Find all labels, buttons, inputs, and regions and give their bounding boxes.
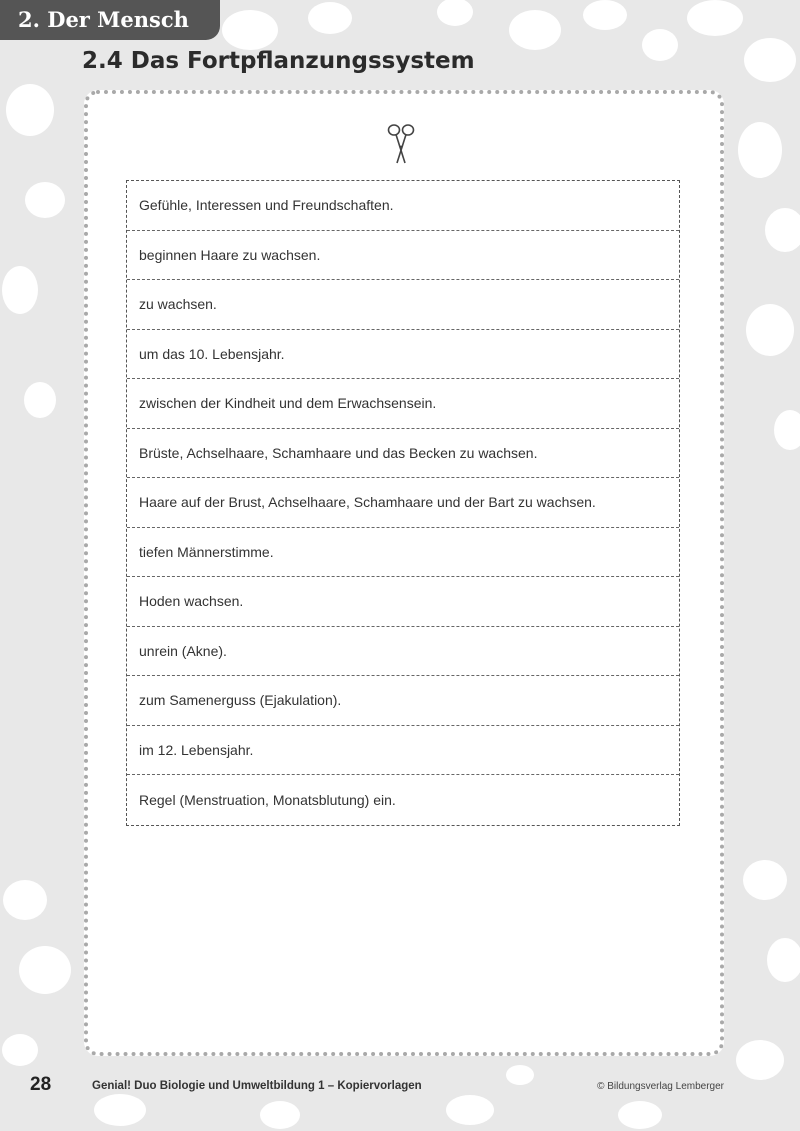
strip-item: Regel (Menstruation, Monatsblutung) ein. bbox=[139, 791, 396, 808]
strip-item: unrein (Akne). bbox=[127, 627, 679, 677]
strip-item: beginnen Haare zu wachsen. bbox=[127, 231, 679, 281]
strip-item: Haare auf der Brust, Achselhaare, Schamhaare und der Bart zu wachsen. bbox=[127, 478, 679, 528]
strip-item: um das 10. Lebensjahr. bbox=[127, 330, 679, 380]
strip-item: im 12. Lebensjahr. bbox=[127, 726, 679, 776]
book-title: Genial! Duo Biologie und Umweltbildung 1 – Kopiervorlagen bbox=[92, 1080, 422, 1092]
strip-item: Hoden wachsen. bbox=[127, 577, 679, 627]
scissors-icon bbox=[386, 123, 416, 165]
strip-item: Brüste, Achselhaare, Schamhaare und das Becken zu wachsen. bbox=[127, 429, 679, 479]
strip-item: zwischen der Kindheit und dem Erwachsensein. bbox=[127, 379, 679, 429]
strip-item: zum Samenerguss (Ejakulation). bbox=[127, 676, 679, 726]
strip-item: Gefühle, Interessen und Freundschaften. bbox=[127, 181, 679, 231]
strip-item: zu wachsen. bbox=[127, 280, 679, 330]
chapter-tab: 2. Der Mensch bbox=[0, 0, 220, 40]
section-title: 2.4 Das Fortpflanzungssystem bbox=[82, 48, 475, 74]
cut-strips bbox=[126, 180, 680, 826]
page-number: 28 bbox=[30, 1074, 52, 1095]
copyright-notice: © Bildungsverlag Lemberger bbox=[597, 1081, 724, 1092]
strip-item: tiefen Männerstimme. bbox=[127, 528, 679, 578]
